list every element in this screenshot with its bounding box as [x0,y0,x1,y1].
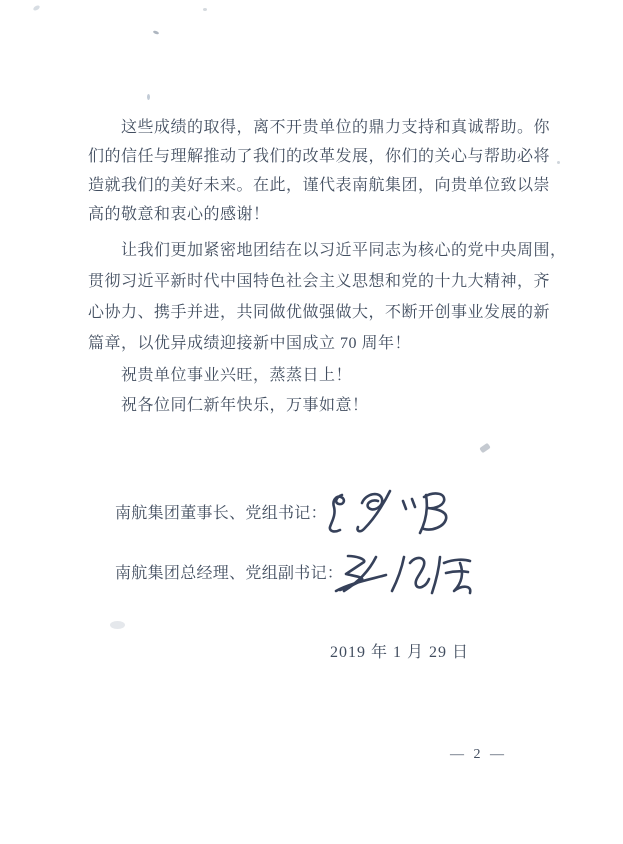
scan-speck [147,94,150,100]
page-number: — 2 — [450,747,507,762]
text-line: 心协力、携手并进，共同做优做强做大，不断开创事业发展的新 [88,304,551,321]
text-line: 们的信任与理解推动了我们的改革发展，你们的关心与帮助必将 [88,148,551,165]
text-line: 这些成绩的取得，离不开贵单位的鼎力支持和真诚帮助。你 [121,119,551,136]
text-line: 高的敬意和衷心的感谢！ [88,206,270,223]
signer-title-president: 南航集团总经理、党组副书记： [115,565,344,582]
text-line: 贯彻习近平新时代中国特色社会主义思想和党的十九大精神，齐 [88,273,551,290]
text-line: 造就我们的美好未来。在此，谨代表南航集团，向贵单位致以崇 [88,177,551,194]
wish-line-colleagues: 祝各位同仁新年快乐，万事如意！ [121,397,369,414]
letter-date: 2019 年 1 月 29 日 [330,644,470,661]
scan-speck [110,621,125,629]
scan-speck [479,443,491,454]
scan-speck [203,8,207,11]
paragraph-thanks [88,113,551,229]
handwritten-signature-chairman [328,489,456,541]
text-line: 让我们更加紧密地团结在以习近平同志为核心的党中央周围， [121,242,567,259]
scan-speck [32,5,40,12]
paragraph-unity [88,235,567,359]
handwritten-signature-president [332,549,480,597]
scan-speck [557,161,560,164]
scan-speck [153,30,160,35]
wish-line-unit: 祝贵单位事业兴旺，蒸蒸日上！ [121,367,353,384]
signer-title-chairman: 南航集团董事长、党组书记： [115,505,327,522]
text-line: 篇章，以优异成绩迎接新中国成立 70 周年！ [88,335,412,352]
